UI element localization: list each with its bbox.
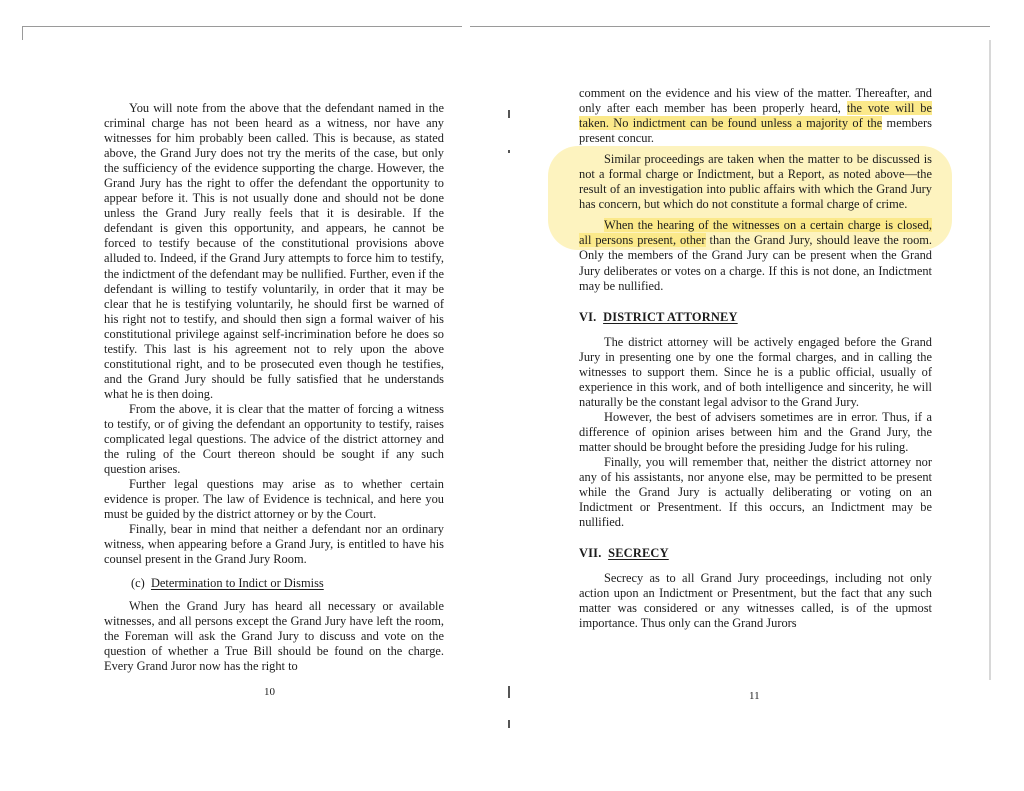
book-spine [508,110,509,730]
page-number-right: 11 [749,690,760,702]
right-page [579,86,932,632]
paragraph: Finally, bear in mind that neither a defendant nor an ordinary witness, when appearing before a Grand Jury, is entitled to have his counsel present in the Grand Jury Room. [104,522,444,567]
text: members present concur. [579,116,932,146]
highlighted-text: When the hearing of the witnesses on a certain charge is closed, all persons present, other [579,218,932,248]
scan-border-top-right [470,26,990,27]
page-number-left: 10 [264,686,275,698]
paragraph: However, the best of advisers sometimes are in error. Thus, if a difference of opinion arises between him and the Grand Jury, the matter should be brought before the presiding Judge for his ruling. [579,409,932,454]
subheading-label: Determination to Indict or Dismiss [150,576,324,591]
section-number: VI. [579,309,597,324]
scan-border-right [989,40,991,680]
scan-border-corner [22,26,23,40]
paragraph: You will note from the above that the defendant named in the criminal charge has not been heard as a witness, nor have any witnesses for him probably been called. This is because, as stated above, the Grand Jury does not try the merits of the case, but only the sufficiency of the evidence supporting the charge. However, the Grand Jury has the right to offer the defendant the opportunity to appear before it. This is not usually done and should not be done unless the Grand Jury really feels that it is desirable. If the defendant is given this opportunity, and appears, he cannot be forced to testify because of the constitutional provisions above alluded to. Indeed, if the Grand Jury attempts to force him to testify, the indictment of the defendant may be nullified. Further, even if the defendant is willing to testify voluntarily, in order that it may be clear that he is testifying voluntarily, he should first be warned of his right not to testify, and should then sign a formal waiver of his constitutional privilege against self-incrimination before he does so testify. This last is his agreement not to rely upon the above constitutional right, and to be prosecuted even though he testifies, and the Grand Jury should be fully satisfied that he understands what he is then doing. [104,101,444,401]
subheading-marker: (c) [131,576,145,591]
paragraph [579,86,932,146]
highlighted-text: the vote will be taken. No indictment can be found unless a majority of the [579,101,932,131]
section-title: DISTRICT ATTORNEY [603,309,738,324]
paragraph: When the Grand Jury has heard all necessary or available witnesses, and all persons except the Grand Jury have left the room, the Foreman will ask the Grand Jury to discuss and vote on the question of whether a True Bill should be found on the charge. Every Grand Juror now has the right to [104,598,444,673]
text: than the Grand Jury, should leave the room. Only the members of the Grand Jury can be present when the Grand Jury deliberates or votes on a charge. If this is not done, an Indictment may be nullified. [579,233,933,293]
section-number: VII. [579,546,602,561]
section-title: SECRECY [608,546,669,561]
paragraph: The district attorney will be actively engaged before the Grand Jury in presenting one by one the formal charges, and in calling the witnesses to support them. Since he is a public official, usually of experience in this work, and of both intelligence and sincerity, he will naturally be the constant legal advisor to the Grand Jury. [579,334,932,409]
paragraph: Further legal questions may arise as to whether certain evidence is proper. The law of Evidence is technical, and here you must be guided by the district attorney or by the Court. [104,477,444,522]
paragraph [579,218,932,293]
paragraph: Secrecy as to all Grand Jury proceedings, including not only action upon an Indictment or Presentment, but the fact that any such matter was considered or any witnesses called, is of the upmost importance. Thus only can the Grand Jurors [579,571,932,631]
paragraph: Similar proceedings are taken when the matter to be discussed is not a formal charge or Indictment, but a Report, as noted above—the result of an investigation into public affairs with which the Grand Jury has concern, but which do not constitute a formal charge of crime. [579,152,932,212]
paragraph: Finally, you will remember that, neither the district attorney nor any of his assistants, nor anyone else, may be permitted to be present while the Grand Jury is actually deliberating or voting on an Indictment or Presentment. If this occurs, an Indictment may be nullified. [579,455,932,530]
section-heading [579,310,932,325]
text: comment on the evidence and his view of the matter. Thereafter, and only after each member has been properly heard, [579,86,932,116]
left-page [104,101,444,674]
section-heading [579,546,932,561]
subheading [104,576,444,591]
scan-border-top-left [22,26,462,27]
paragraph: From the above, it is clear that the matter of forcing a witness to testify, or of giving the defendant an opportunity to testify, raises complicated legal questions. The advice of the district attorney and the ruling of the Court thereon should be sought if any such question arises. [104,401,444,477]
